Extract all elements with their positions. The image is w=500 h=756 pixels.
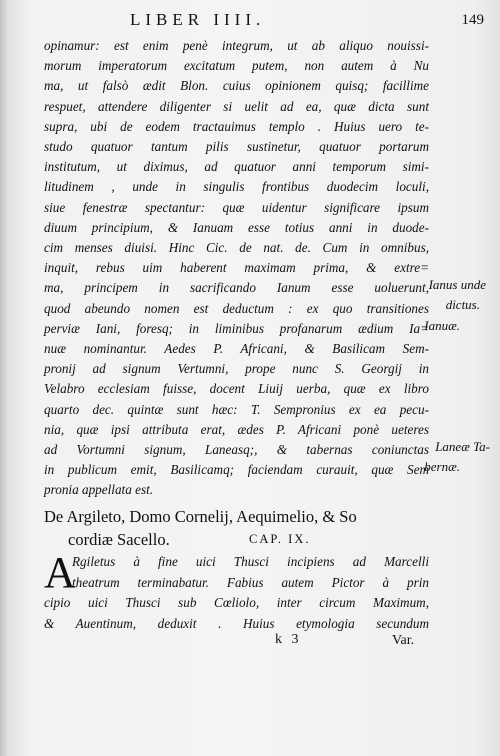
text-line: diuum principium, & Ianuam esse totius anni in duode- [44,219,429,235]
text-line: institutum, ut diximus, ad quatuor anni temporum simi- [44,159,429,175]
text-line: quarto dec. quintæ sunt hæc: T. Sempronius ex ea pecu- [44,401,429,417]
text-line: perviæ Iani, foresq; in liminibus profanarum ædium Ia= [44,320,429,336]
text-line: nia, quæ ipsi attributa erat, ædes P. Africani ponè ueteres [44,421,429,437]
text-line: nuæ nominantur. Aedes P. Africani, & Basilicam Sem- [44,341,429,357]
text-line: pronij ad signum Vertumni, prope nunc S. Georgij in [44,361,429,377]
chapter-heading-line2: cordiæ Sacello. [68,530,170,549]
body-text [44,36,429,501]
page-number: 149 [461,12,484,28]
text-line: siue fenestræ spectantur: quæ uidentur significare ipsum [44,199,429,215]
text-line: inquit, rebus uim haberent maximam prima, & extre= [44,260,429,276]
margin-note-dictus: dictus. [445,297,480,312]
text-line: studo quatuor tantum pilis sustinetur, quatuor portarum [44,139,429,155]
text-line: ma, ut falsò ædit Blon. cuius opinionem quisq; facillime [44,78,429,94]
text-line: respuet, attendere diligenter si uelit ad ea, quæ dicta sunt [44,98,429,114]
running-head: LIBER IIII. [130,10,266,29]
text-line: in publicum emit, Basilicamq; faciendam curauit, quæ Sem [44,462,429,478]
catchword: Var. [392,633,415,648]
margin-note-bernae: bernæ. [424,459,460,474]
text-line: cipio uici Thusci sub Cœliolo, inter circum Maximum, [44,595,429,610]
text-line: & Auentinum, deduxit . Huius etymologia secundum [44,615,429,631]
signature-mark: k 3 [275,632,302,647]
margin-note-ianuae: Ianuæ. [424,318,460,333]
chapter-heading [44,505,464,551]
text-line: supra, ubi de eodem tractauimus templo . Huius uero te- [44,118,429,134]
text-line: ad Vortumni signum, Laneasq;, & tabernas coniunctas [44,442,429,458]
text-line: opinamur: est enim penè integrum, ut ab aliquo nouissi- [44,38,429,53]
margin-note-ianus-unde: Ianus unde [428,277,486,292]
text-line: Velabro ecclesiam fuisse, docent Liuij uerba, quæ ex libro [44,381,429,397]
text-line: pronia appellata est. [44,482,154,498]
page-edge-shadow [0,0,8,756]
text-line: cim menses diuisi. Hinc Cic. de nat. de. Cum in omnibus, [44,240,429,256]
text-line: morum imperatorum excitatum putem, non autem à Nu [44,58,429,74]
text-line: ma, principem in sacrificando Ianum esse uoluerunt, [44,280,429,296]
text-line: quod abeundo nomen est deductum : ex quo transitiones [44,300,429,316]
chapter-heading-line1: De Argileto, Domo Cornelij, Aequimelio, & So [44,507,357,526]
drop-capital: A [44,548,76,597]
text-line: Rgiletus à fine uici Thusci incipiens ad Marcelli [72,554,429,569]
text-line: litudinem , unde in singulis frontibus duodecim loculi, [44,179,429,195]
chapter-number: CAP. IX. [249,532,311,546]
margin-note-laneae-ta: Laneæ Ta- [435,439,490,454]
chapter-text [44,548,429,634]
text-line: theatrum terminabatur. Fabius autem Pictor à prin [72,574,429,590]
